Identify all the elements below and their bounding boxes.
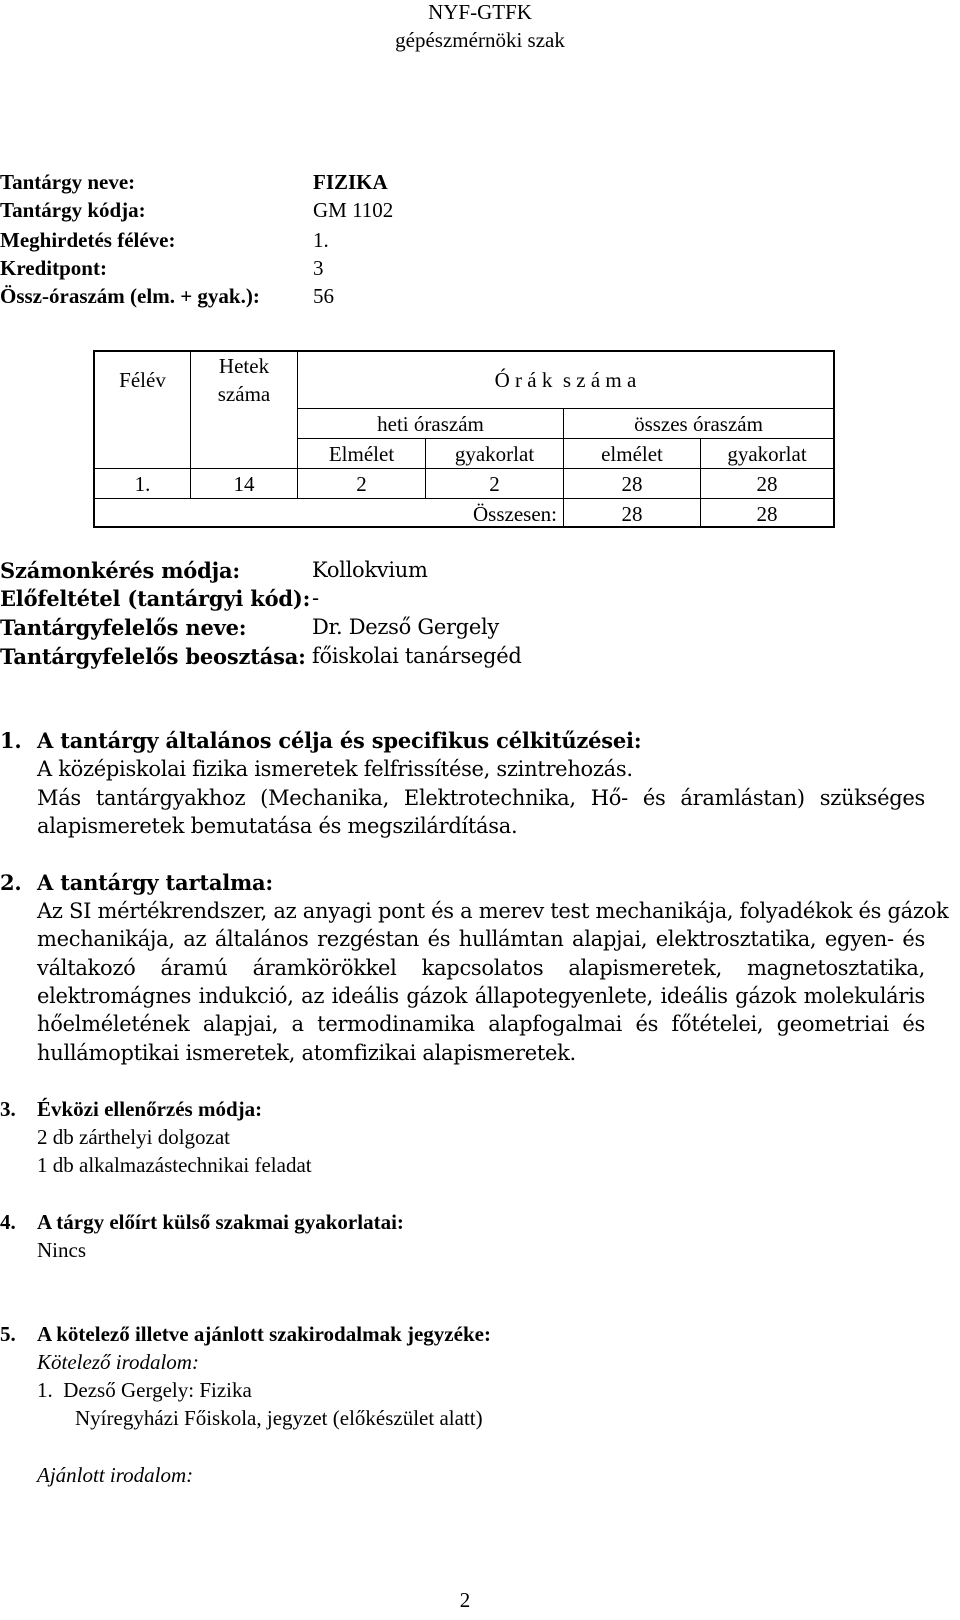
- sub-header-practice-total: gyakorlat: [727, 442, 807, 466]
- total-hours-header: összes óraszám: [634, 412, 763, 436]
- weekly-hours-header: heti óraszám: [377, 412, 484, 436]
- col-weeks-header-1: Hetek: [218, 354, 270, 378]
- row-practice-total: 28: [756, 472, 778, 496]
- sum-practice: 28: [756, 502, 778, 526]
- required-literature-item-1: 1. Dezső Gergely: Fizika: [37, 1378, 252, 1402]
- section-3-title: Évközi ellenőrzés módja:: [37, 1097, 263, 1121]
- responsible-position-label: Tantárgyfelelős beosztása:: [0, 644, 306, 669]
- recommended-literature-label: Ajánlott irodalom:: [37, 1463, 194, 1487]
- section-1-line-3: alapismeretek bemutatása és megszilárdítása.: [37, 814, 518, 838]
- sum-theory: 28: [621, 502, 643, 526]
- meta-label-code: Tantárgy kódja:: [0, 198, 146, 222]
- sum-label: Összesen:: [473, 502, 557, 526]
- section-2-line-1: Az SI mértékrendszer, az anyagi pont és a merev test mechanikája, folyadékok és gázok: [37, 899, 949, 923]
- exam-type-label: Számonkérés módja:: [0, 558, 240, 583]
- prerequisite-value: -: [312, 586, 319, 610]
- sub-header-practice-weekly: gyakorlat: [454, 442, 535, 466]
- section-2-line-4: elektromágnes indukció, az ideális gázok állapotegyenlete, ideális gázok molekuláris: [37, 984, 925, 1008]
- meta-value-code: GM 1102: [313, 198, 394, 222]
- meta-label-credit: Kreditpont:: [0, 256, 107, 280]
- section-1-title: A tantárgy általános célja és specifikus célkitűzései:: [37, 728, 642, 753]
- page-number: 2: [459, 1588, 471, 1612]
- responsible-name-value: Dr. Dezső Gergely: [312, 615, 499, 639]
- section-3-line-2: 1 db alkalmazástechnikai feladat: [37, 1153, 312, 1177]
- section-2-line-3: váltakozó áramú áramkörökkel kapcsolatos alapismeretek, magnetosztatika,: [37, 956, 925, 980]
- row-practice-weekly: 2: [489, 472, 500, 496]
- meta-label-hours: Össz-óraszám (elm. + gyak.):: [0, 284, 260, 308]
- section-5-number: 5.: [0, 1322, 16, 1346]
- section-2-line-2: mechanikája, az általános rezgéstan és hullámtan alapjai, elektrosztatika, egyen- és: [37, 927, 925, 951]
- required-literature-label: Kötelező irodalom:: [37, 1350, 199, 1374]
- row-theory-total: 28: [621, 472, 643, 496]
- sub-header-theory-total: elmélet: [601, 442, 663, 466]
- responsible-position-value: főiskolai tanársegéd: [312, 644, 522, 668]
- section-4-title: A tárgy előírt külső szakmai gyakorlatai:: [37, 1210, 404, 1234]
- responsible-name-label: Tantárgyfelelős neve:: [0, 615, 247, 640]
- section-3-number: 3.: [0, 1097, 16, 1121]
- section-2-title: A tantárgy tartalma:: [37, 870, 273, 895]
- prerequisite-label: Előfeltétel (tantárgyi kód):: [0, 586, 311, 611]
- col-semester-header: Félév: [119, 368, 166, 392]
- section-1-number: 1.: [0, 728, 22, 753]
- meta-label-name: Tantárgy neve:: [0, 170, 136, 194]
- meta-value-hours: 56: [313, 284, 334, 308]
- section-1-line-1: A középiskolai fizika ismeretek felfrissítése, szintrehozás.: [37, 757, 633, 781]
- program-name: gépészmérnöki szak: [395, 28, 565, 52]
- required-literature-item-2: Nyíregyházi Főiskola, jegyzet (előkészület alatt): [75, 1406, 483, 1430]
- meta-value-credit: 3: [313, 256, 324, 280]
- col-weeks-header-2: száma: [217, 382, 271, 406]
- section-4-line-1: Nincs: [37, 1238, 86, 1262]
- meta-value-name: FIZIKA: [313, 170, 388, 194]
- section-5-title: A kötelező illetve ajánlott szakirodalmak jegyzéke:: [37, 1322, 491, 1346]
- section-2-line-6: hullámoptikai ismeretek, atomfizikai alapismeretek.: [37, 1041, 576, 1065]
- institution-name: NYF-GTFK: [428, 0, 532, 24]
- row-semester: 1.: [134, 472, 151, 496]
- section-4-number: 4.: [0, 1210, 16, 1234]
- section-3-line-1: 2 db zárthelyi dolgozat: [37, 1125, 231, 1149]
- row-weeks: 14: [233, 472, 255, 496]
- meta-label-semester: Meghirdetés féléve:: [0, 228, 176, 252]
- section-1-line-2: Más tantárgyakhoz (Mechanika, Elektrotechnika, Hő- és áramlástan) szükséges: [37, 786, 925, 810]
- section-2-number: 2.: [0, 870, 22, 895]
- row-theory-weekly: 2: [356, 472, 367, 496]
- section-2-line-5: hőelméletének alapjai, a termodinamika alapfogalmai és főtételei, geometriai és: [37, 1012, 925, 1036]
- exam-type-value: Kollokvium: [312, 558, 428, 582]
- hours-title: Ó r á k s z á m a: [494, 368, 637, 392]
- sub-header-theory-weekly: Elmélet: [328, 442, 395, 466]
- meta-value-semester: 1.: [313, 228, 329, 252]
